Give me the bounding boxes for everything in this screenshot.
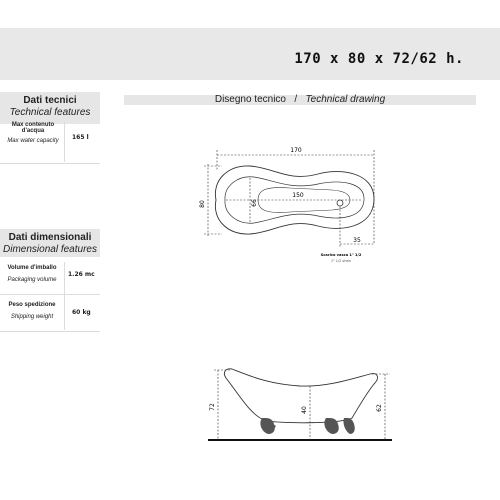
drain-note: Scarico vasca 1" 1/2 [320,253,362,257]
drain-note-sub: 1" 1/2 drain [330,259,352,263]
product-dimensions: 170 x 80 x 72/62 h. [294,51,464,67]
dim-80-label: 80 [199,200,206,208]
weight-label-it: Peso spedizione [8,302,56,308]
dimensional-title-it: Dati dimensionali [8,232,92,243]
water-capacity-value: 165 l [72,134,89,141]
packing-label-it: Volume d'imballo [7,265,57,271]
drawing-title-it: Disegno tecnico [214,94,286,105]
technical-title-it: Dati tecnici [23,95,77,106]
dimensional-title-en: Dimensional features [3,244,97,255]
water-label-it: Max contenuto d'acqua [11,122,55,134]
dim-72-label: 72 [209,403,216,411]
tub-feet [260,418,354,434]
shipping-weight-value: 60 kg [72,309,91,316]
water-label-en: Max water capacity [7,138,59,144]
weight-label-en: Shipping weight [10,314,54,320]
dim-40-label: 40 [301,406,308,414]
packing-label-en: Packaging volume [7,277,57,283]
drawing-title-separator: / [294,94,298,105]
dim-170-label: 170 [290,147,302,154]
drawing-title-en: Technical drawing [305,94,386,105]
dim-150-label: 150 [292,192,304,199]
dim-66-label: 66 [251,199,258,207]
dim-62-label: 62 [376,404,383,412]
technical-title-en: Technical features [9,107,91,118]
dim-35-label: 35 [353,237,361,244]
packing-volume-value: 1.26 mc [68,271,95,278]
